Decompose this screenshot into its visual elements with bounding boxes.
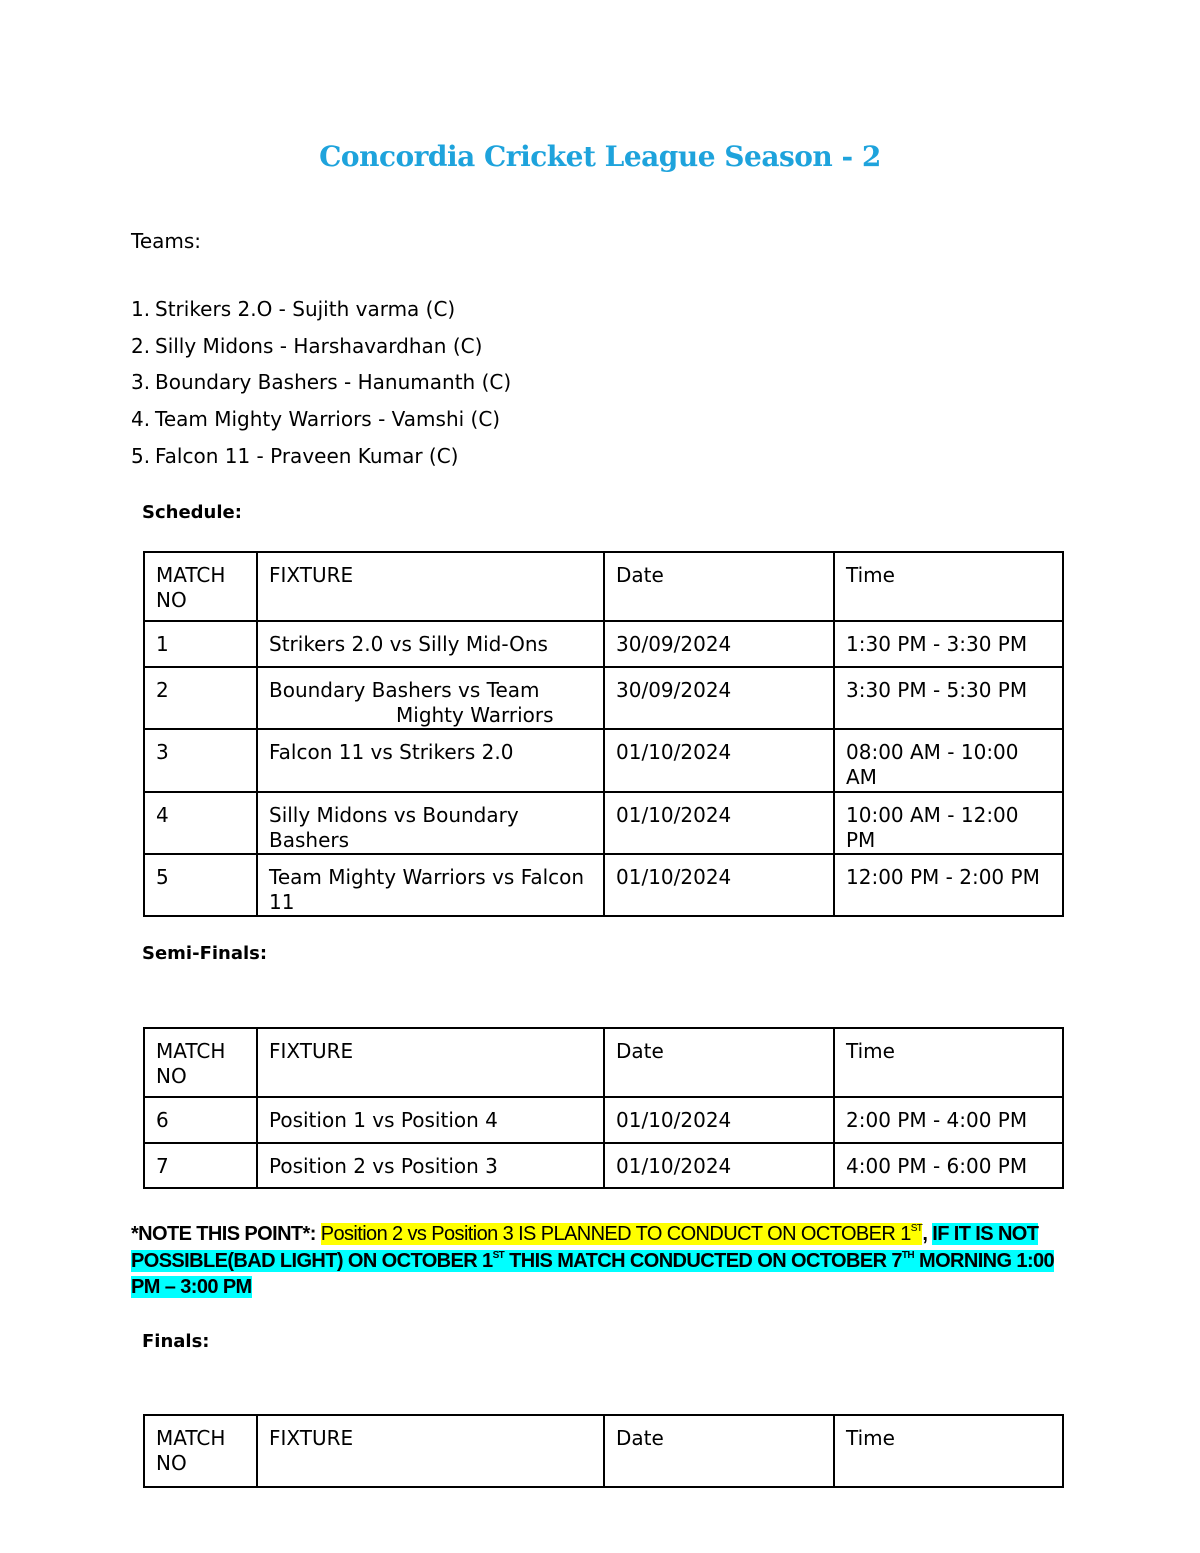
fixture-cell: Team Mighty Warriors vs Falcon 11: [257, 854, 604, 916]
list-number: 2.: [131, 333, 151, 358]
table-header-row: [144, 1028, 1063, 1097]
list-item: [131, 406, 511, 443]
match-no-cell: 6: [144, 1097, 257, 1143]
time-cell: 4:00 PM - 6:00 PM: [834, 1143, 1063, 1188]
time-cell: 12:00 PM - 2:00 PM: [834, 854, 1063, 916]
table-row: [144, 729, 1063, 792]
team-entry: Falcon 11 - Praveen Kumar (C): [155, 443, 459, 468]
list-number: 4.: [131, 407, 151, 432]
note-prefix: *NOTE THIS POINT*:: [131, 1223, 321, 1245]
fixture-cell: Position 1 vs Position 4: [257, 1097, 604, 1143]
fixture-line: Mighty Warriors: [396, 703, 554, 727]
note-superscript: TH: [901, 1249, 915, 1261]
team-entry: Strikers 2.O - Sujith varma (C): [155, 297, 456, 321]
list-item: [131, 296, 511, 333]
note-text: THIS MATCH CONDUCTED ON OCTOBER 7: [504, 1249, 902, 1272]
fixture-cell: Silly Midons vs Boundary Bashers: [257, 792, 604, 854]
note-text: IF IT IS NOT POSSIBLE(BAD LIGHT) ON OCTOBER 1: [131, 1223, 1039, 1272]
fixture-line: Boundary Bashers vs Team: [269, 678, 540, 702]
header-fixture: FIXTURE: [257, 1415, 604, 1487]
fixture-cell: Position 2 vs Position 3: [257, 1143, 604, 1188]
note-text: Position 2 vs Position 3 IS PLANNED TO CONDUCT ON OCTOBER 1: [320, 1223, 911, 1245]
fixture-cell: Strikers 2.0 vs Silly Mid-Ons: [257, 621, 604, 667]
header-time: Time: [834, 1028, 1063, 1097]
teams-heading: Teams:: [131, 229, 202, 253]
team-entry: Silly Midons - Harshavardhan (C): [155, 333, 483, 358]
note-highlight-yellow: [321, 1223, 923, 1245]
header-match-no: MATCH NO: [144, 1415, 257, 1487]
list-item: [131, 443, 511, 480]
time-cell: 3:30 PM - 5:30 PM: [834, 667, 1063, 729]
match-no-cell: 2: [144, 667, 257, 729]
header-fixture: FIXTURE: [257, 552, 604, 621]
fixture-cell: [257, 667, 604, 729]
time-cell: 2:00 PM - 4:00 PM: [834, 1097, 1063, 1143]
header-date: Date: [604, 1415, 834, 1487]
match-no-cell: 5: [144, 854, 257, 916]
header-date: Date: [604, 552, 834, 621]
schedule-table: [143, 551, 1064, 917]
header-time: Time: [834, 1415, 1063, 1487]
date-cell: 01/10/2024: [604, 729, 834, 792]
table-row: [144, 667, 1063, 729]
header-match-no: MATCH NO: [144, 552, 257, 621]
date-cell: 01/10/2024: [604, 854, 834, 916]
note-paragraph: [131, 1221, 1066, 1301]
list-item: [131, 333, 511, 370]
note-text: MORNING 1:00 PM – 3:00 PM: [131, 1249, 1055, 1298]
table-row: [144, 854, 1063, 916]
list-number: 3.: [131, 370, 151, 395]
match-no-cell: 7: [144, 1143, 257, 1188]
header-fixture: FIXTURE: [257, 1028, 604, 1097]
note-separator: ,: [922, 1223, 933, 1245]
table-row: [144, 1097, 1063, 1143]
team-entry: Boundary Bashers - Hanumanth (C): [155, 370, 512, 395]
list-number: 1.: [131, 297, 151, 321]
schedule-heading: Schedule:: [142, 502, 242, 523]
match-no-cell: 4: [144, 792, 257, 854]
table-header-row: [144, 1415, 1063, 1487]
date-cell: 30/09/2024: [604, 621, 834, 667]
time-cell: 10:00 AM - 12:00 PM: [834, 792, 1063, 854]
list-item: [131, 369, 511, 406]
table-header-row: [144, 552, 1063, 621]
header-time: Time: [834, 552, 1063, 621]
table-row: [144, 621, 1063, 667]
date-cell: 01/10/2024: [604, 1097, 834, 1143]
time-cell: 1:30 PM - 3:30 PM: [834, 621, 1063, 667]
note-superscript: ST: [492, 1249, 505, 1261]
table-row: [144, 792, 1063, 854]
finals-table: [143, 1414, 1064, 1488]
match-no-cell: 3: [144, 729, 257, 792]
date-cell: 01/10/2024: [604, 792, 834, 854]
match-no-cell: 1: [144, 621, 257, 667]
list-number: 5.: [131, 443, 151, 468]
semi-finals-table: [143, 1027, 1064, 1189]
header-match-no: MATCH NO: [144, 1028, 257, 1097]
date-cell: 30/09/2024: [604, 667, 834, 729]
table-row: [144, 1143, 1063, 1188]
fixture-cell: Falcon 11 vs Strikers 2.0: [257, 729, 604, 792]
note-superscript: ST: [910, 1223, 923, 1234]
finals-heading: Finals:: [142, 1331, 210, 1352]
document-title: Concordia Cricket League Season - 2: [319, 140, 881, 173]
date-cell: 01/10/2024: [604, 1143, 834, 1188]
teams-list: [131, 296, 511, 479]
header-date: Date: [604, 1028, 834, 1097]
team-entry: Team Mighty Warriors - Vamshi (C): [155, 407, 501, 432]
time-cell: 08:00 AM - 10:00 AM: [834, 729, 1063, 792]
semi-finals-heading: Semi-Finals:: [142, 943, 268, 964]
